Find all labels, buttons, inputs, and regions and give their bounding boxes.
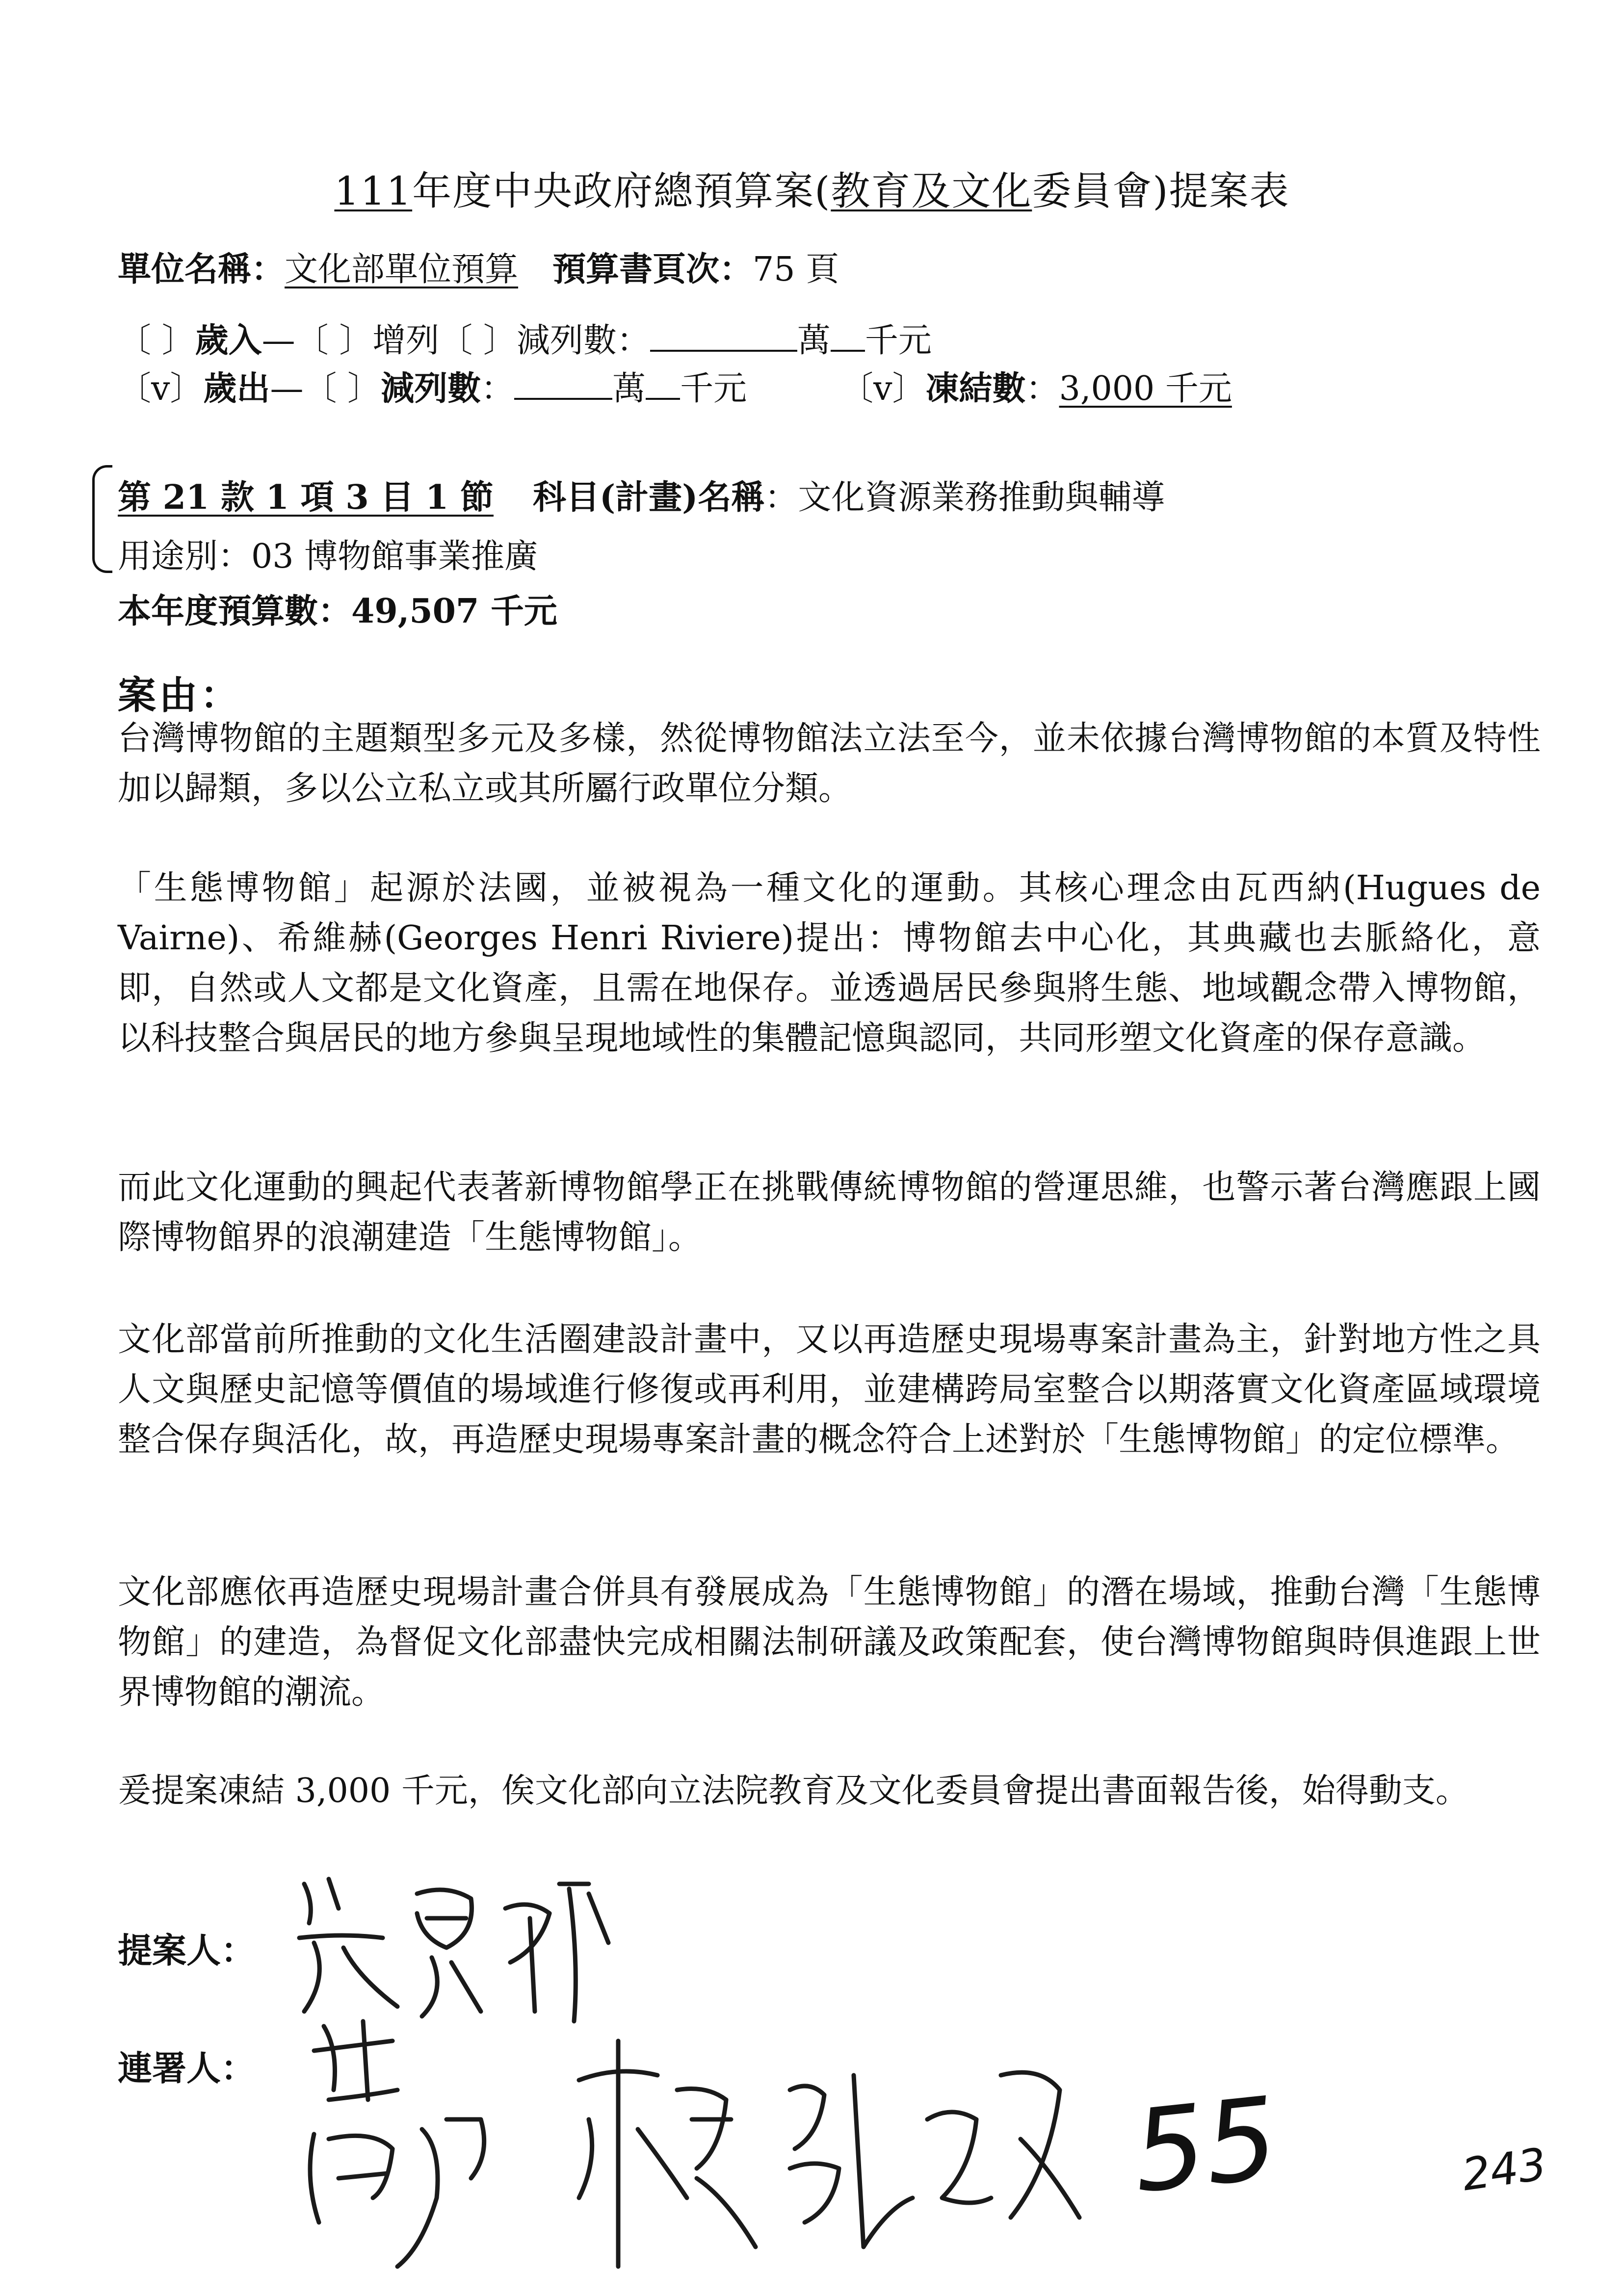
title-committee: 教育及文化 [831,168,1032,214]
paragraph-4: 文化部當前所推動的文化生活圈建設計畫中，又以再造歷史現場專案計畫為主，針對地方性之具人文與歷史記憶等價值的場域進行修復或再利用，並建構跨局室整合以期落實文化資產區域環境整合保存與活化，故，再造歷史現場專案計畫的概念符合上述對於「生態博物館」的定位標準。 [118,1320,1541,1459]
revenue-line [118,314,932,362]
paragraph-3: 而此文化運動的興起代表著新博物館學正在挑戰傳統博物館的營運思維，也警示著台灣應跟上國際博物館界的浪潮建造「生態博物館」。 [118,1168,1541,1257]
expenditure-unit-thousand: 千元 [680,369,747,408]
expenditure-blank-wan [514,368,612,400]
expenditure-checkbox: 〔v〕 [118,369,204,408]
budget-label: 本年度預算數： [118,592,352,631]
paragraph-1: 台灣博物館的主題類型多元及多樣，然從博物館法立法至今，並未依據台灣博物館的本質及特性加以歸類，多以公立私立或其所屬行政單位分類。 [118,719,1541,808]
proposer-label: 提案人： [118,1930,255,1971]
reason-heading: 案由： [118,673,242,718]
subject-value: 文化資源業務推動與輔導 [798,478,1165,517]
revenue-blank-wan [650,320,797,352]
revenue-unit-thousand: 千元 [864,321,932,360]
freeze-checkbox: 〔v〕 [840,369,926,408]
subject-label: 科目(計畫)名稱 [532,478,765,517]
title-year: 111 [334,168,413,214]
freeze-label: 凍結數 [925,369,1026,408]
page-ref-label: 預算書頁次： [552,250,753,289]
paragraph-2: 「生態博物館」起源於法國，並被視為一種文化的運動。其核心理念由瓦西納(Hugues de Vairne)、希維赫(Georges Henri Riviere)提出：博物館去中心化，其典藏也去脈絡化，意即，自然或人文都是文化資產，且需在地保存。並透過居民參與將生態、地域觀念帶入博物館，以科技整合與居民的地方參與呈現地域性的集體記憶與認同，共同形塑文化資產的保存意識。 [118,869,1541,1058]
section-bracket [92,465,112,573]
freeze-colon: ： [1025,369,1059,408]
expenditure-dash: — [270,369,304,408]
expenditure-line [118,362,1232,410]
budget-line [118,585,557,632]
paragraph-5: 文化部應依再造歷史現場計畫合併具有發展成為「生態博物館」的潛在場域，推動台灣「生態博物館」的建造，為督促文化部盡快完成相關法制研議及政策配套，使台灣博物館與時俱進跟上世界博物館的潮流。 [118,1573,1541,1712]
handwritten-page-number: 243 [1459,2138,1550,2201]
revenue-blank-thousand [831,320,865,352]
unit-value: 文化部單位預算 [285,250,519,289]
unit-label: 單位名稱： [118,250,285,289]
subject-colon: ： [764,478,798,517]
purpose-line: 用途別：03 博物館事業推廣 [118,537,538,576]
revenue-decrease: 〔 〕減列數： [439,321,650,360]
revenue-increase: 〔 〕增列 [295,321,440,360]
budget-value: 49,507 千元 [351,592,557,631]
revenue-label: 歲入 [195,321,262,360]
cosigner-label: 連署人： [118,2048,255,2088]
page-ref-value: 75 頁 [753,250,839,289]
revenue-checkbox: 〔 〕 [118,321,195,360]
unit-line [118,243,839,290]
section-ref: 第 21 款 1 項 3 目 1 節 [118,478,494,517]
cosigner-signatures [275,1992,1158,2286]
document-title [0,159,1624,216]
revenue-dash: — [262,321,295,360]
expenditure-label: 歲出 [203,369,270,408]
handwritten-count: 55 [1126,2073,1283,2218]
paragraph-6: 爰提案凍結 3,000 千元，俟文化部向立法院教育及文化委員會提出書面報告後，始得動支。 [118,1772,1469,1810]
title-part2: 委員會)提案表 [1032,168,1290,214]
expenditure-decrease-label: 減列數 [381,369,481,408]
expenditure-blank-thousand [646,368,680,400]
expenditure-unit-wan: 萬 [612,369,646,408]
revenue-unit-wan: 萬 [797,321,831,360]
expenditure-colon: ： [481,369,515,408]
section-line [118,471,1165,519]
expenditure-decrease-checkbox: 〔 〕 [303,369,381,408]
title-part1: 年度中央政府總預算案( [412,168,831,214]
freeze-value: 3,000 千元 [1059,369,1232,408]
